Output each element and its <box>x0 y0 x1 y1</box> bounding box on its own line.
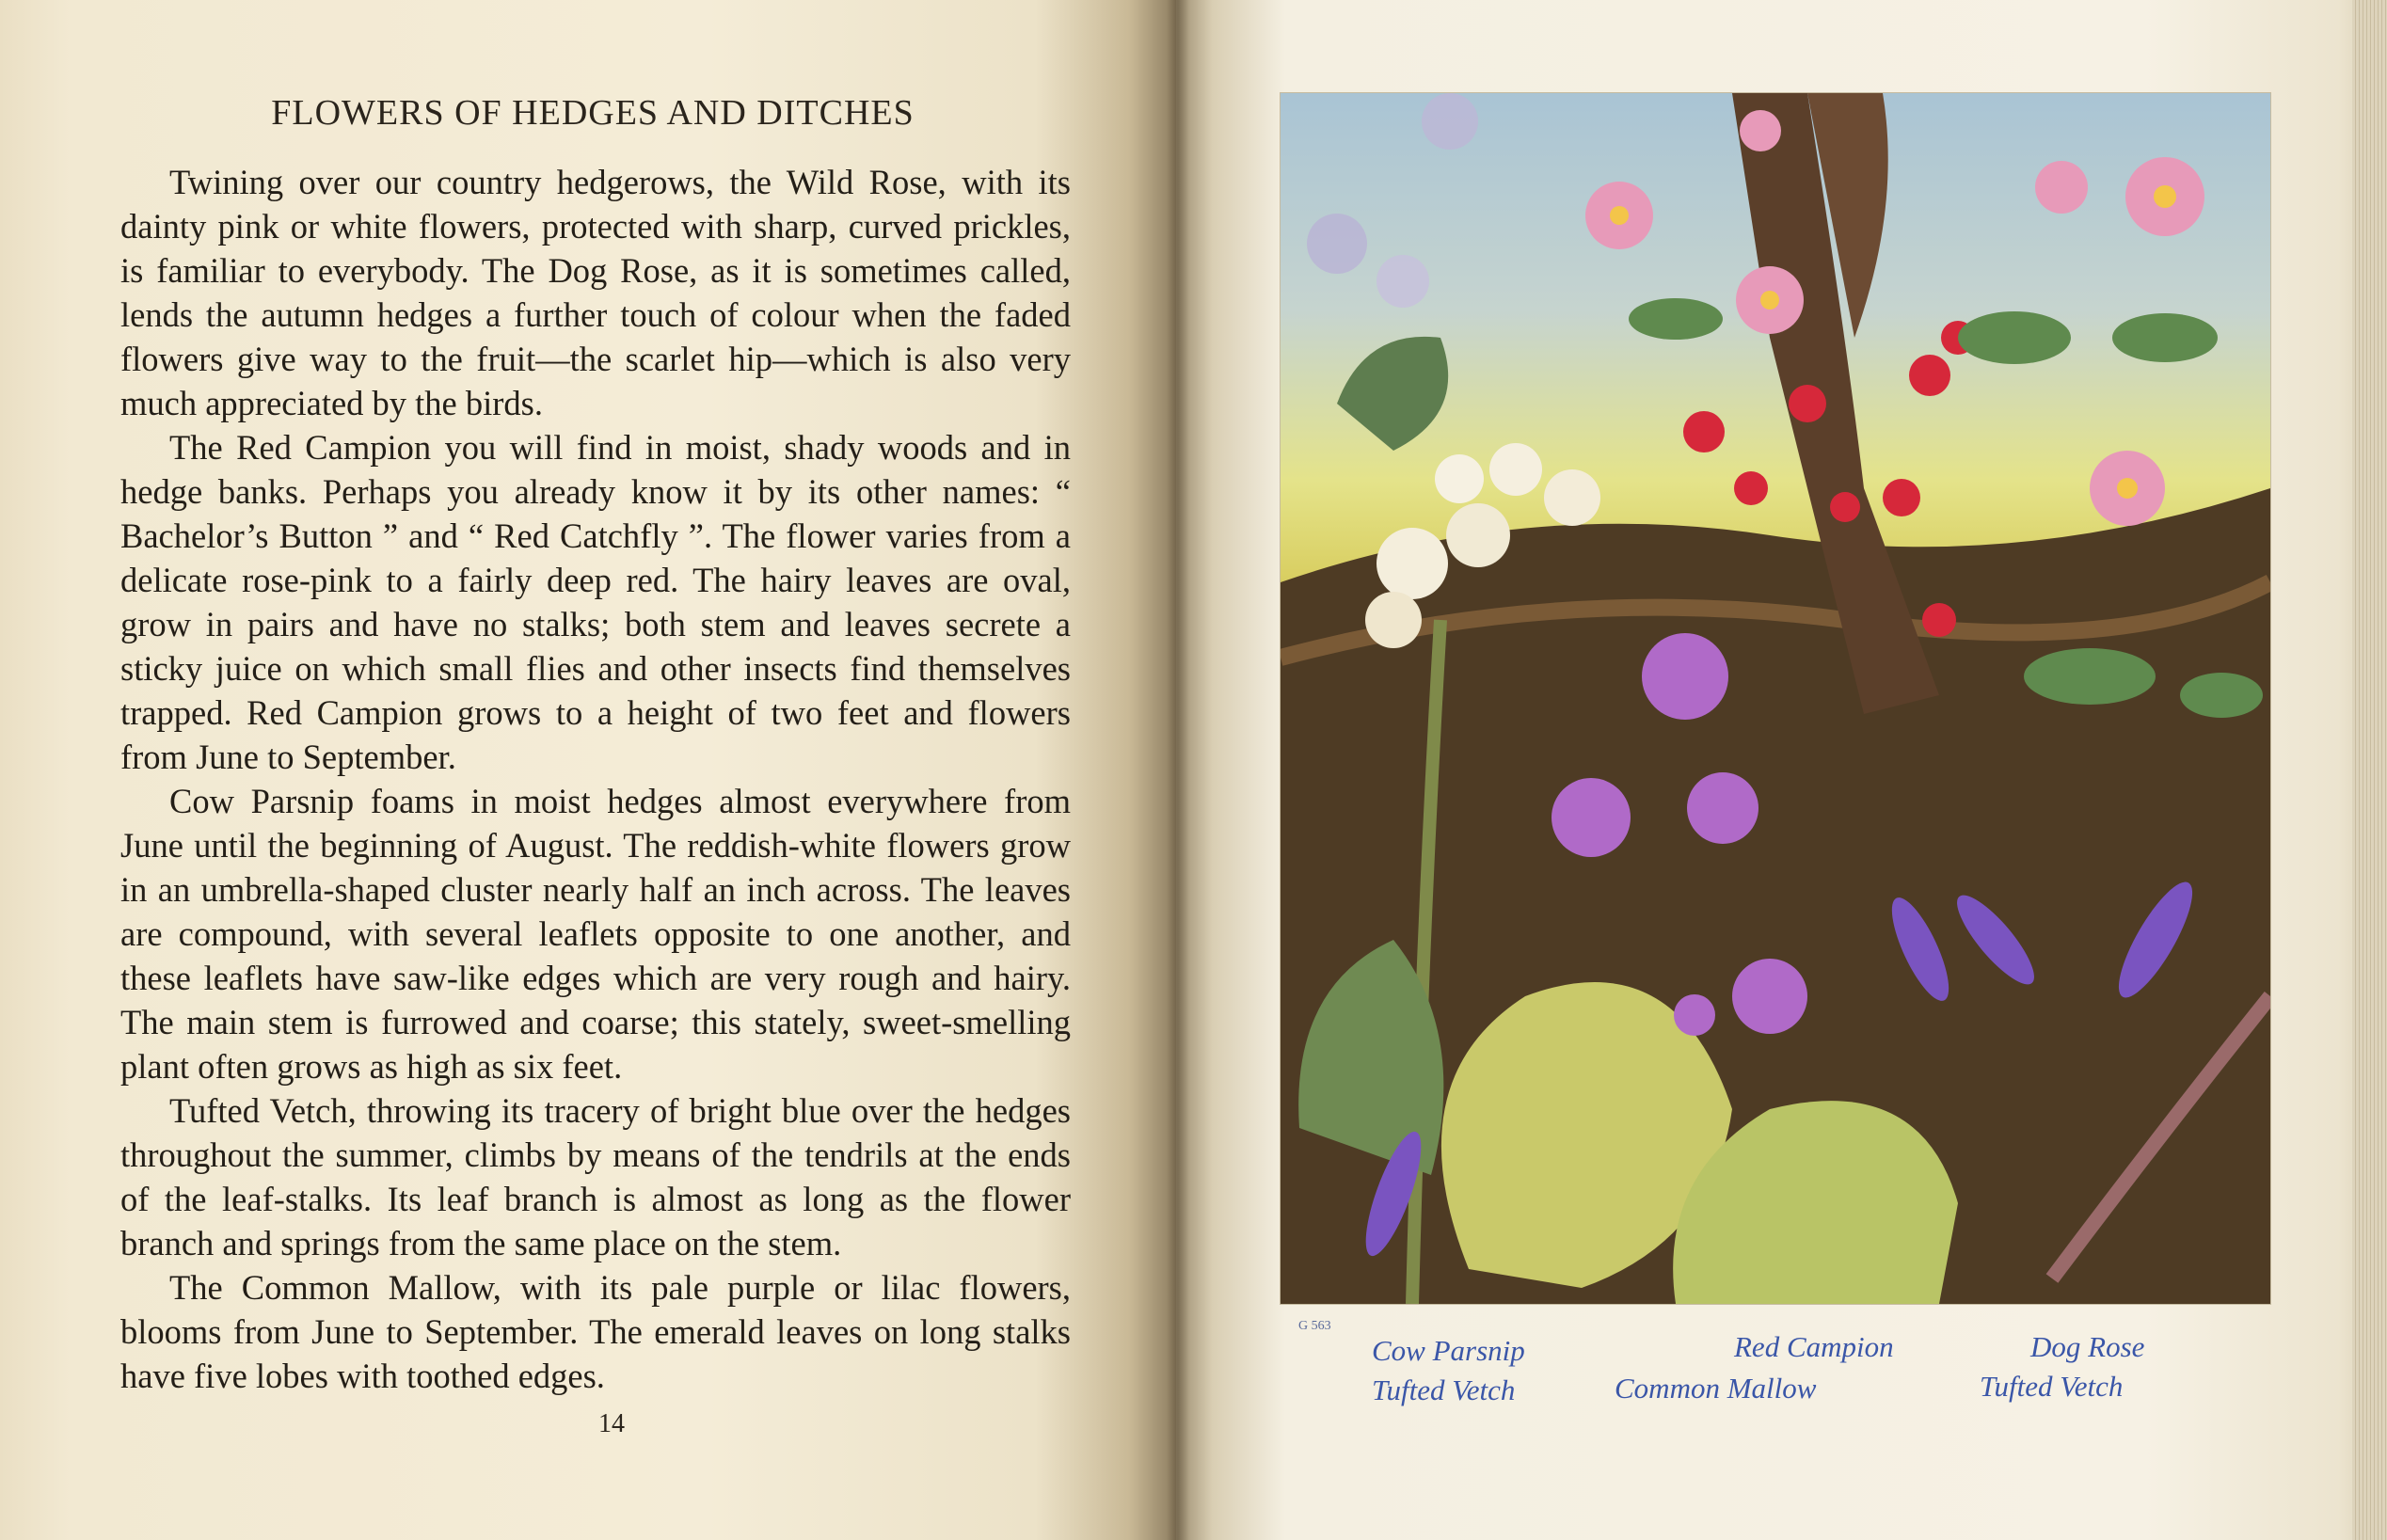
botanical-illustration <box>1280 92 2271 1305</box>
caption-dog-rose: Dog Rose <box>2030 1330 2145 1363</box>
page-edges <box>2352 0 2387 1540</box>
rose-centres <box>1610 185 2176 499</box>
caption-common-mallow: Common Mallow <box>1615 1372 1817 1405</box>
caption-tufted-vetch-left: Tufted Vetch <box>1372 1373 1516 1406</box>
illustration-artwork <box>1281 93 2270 1304</box>
caption-tufted-vetch-right: Tufted Vetch <box>1980 1370 2124 1403</box>
paragraph-common-mallow: The Common Mallow, with its pale purple or lilac flowers, blooms from June to September. The emerald leaves on long stalks have five lobes with toothed edges. <box>120 1268 1071 1395</box>
parsnip-leaf <box>1337 337 1448 451</box>
caption-cow-parsnip: Cow Parsnip <box>1372 1334 1525 1367</box>
paragraph-tufted-vetch: Tufted Vetch, throwing its tracery of bright blue over the hedges throughout the summer, climbs by means of the tendrils at the ends of the leaf-stalks. Its leaf branch is almost as long as the flower branch and springs from the same place on the stem. <box>120 1091 1071 1262</box>
caption-red-campion: Red Campion <box>1734 1330 1894 1363</box>
page-number: 14 <box>598 1409 625 1438</box>
book-gutter <box>1167 0 1189 1540</box>
body-text <box>120 160 1071 1398</box>
paragraph-wild-rose: Twining over our country hedgerows, the Wild Rose, with its dainty pink or white flowers, protected with sharp, curved prickles, is familiar to everybody. The Dog Rose, as it is sometimes called, lends the autumn hedges a further touch of colour when the faded flowers give way to the fruit—the scarlet hip—which is also very much appreciated by the birds. <box>120 163 1071 422</box>
paragraph-cow-parsnip: Cow Parsnip foams in moist hedges almost everywhere from June until the beginning of August. The reddish-white flowers grow in an umbrella-shaped cluster nearly half an inch across. The leaves are compound, with several leaflets opposite to one another, and these leaflets have saw-like edges which are very rough and hairy. The main stem is furrowed and coarse; this stately, sweet-smelling plant often grows as high as six feet. <box>120 782 1071 1086</box>
paragraph-red-campion: The Red Campion you will find in moist, shady woods and in hedge banks. Perhaps you already know it by its other names: “ Bachelor’s Button ” and “ Red Catchfly ”. The flower varies from a delicate rose-pink to a fairly deep red. The hairy leaves are oval, grow in pairs and have no stalks; both stem and leaves secrete a sticky juice on which small flies and other insects find themselves trapped. Red Campion grows to a height of two feet and flowers from June to September. <box>120 428 1071 776</box>
chapter-title: FLOWERS OF HEDGES AND DITCHES <box>271 93 915 133</box>
plate-reference: G 563 <box>1298 1319 1331 1333</box>
